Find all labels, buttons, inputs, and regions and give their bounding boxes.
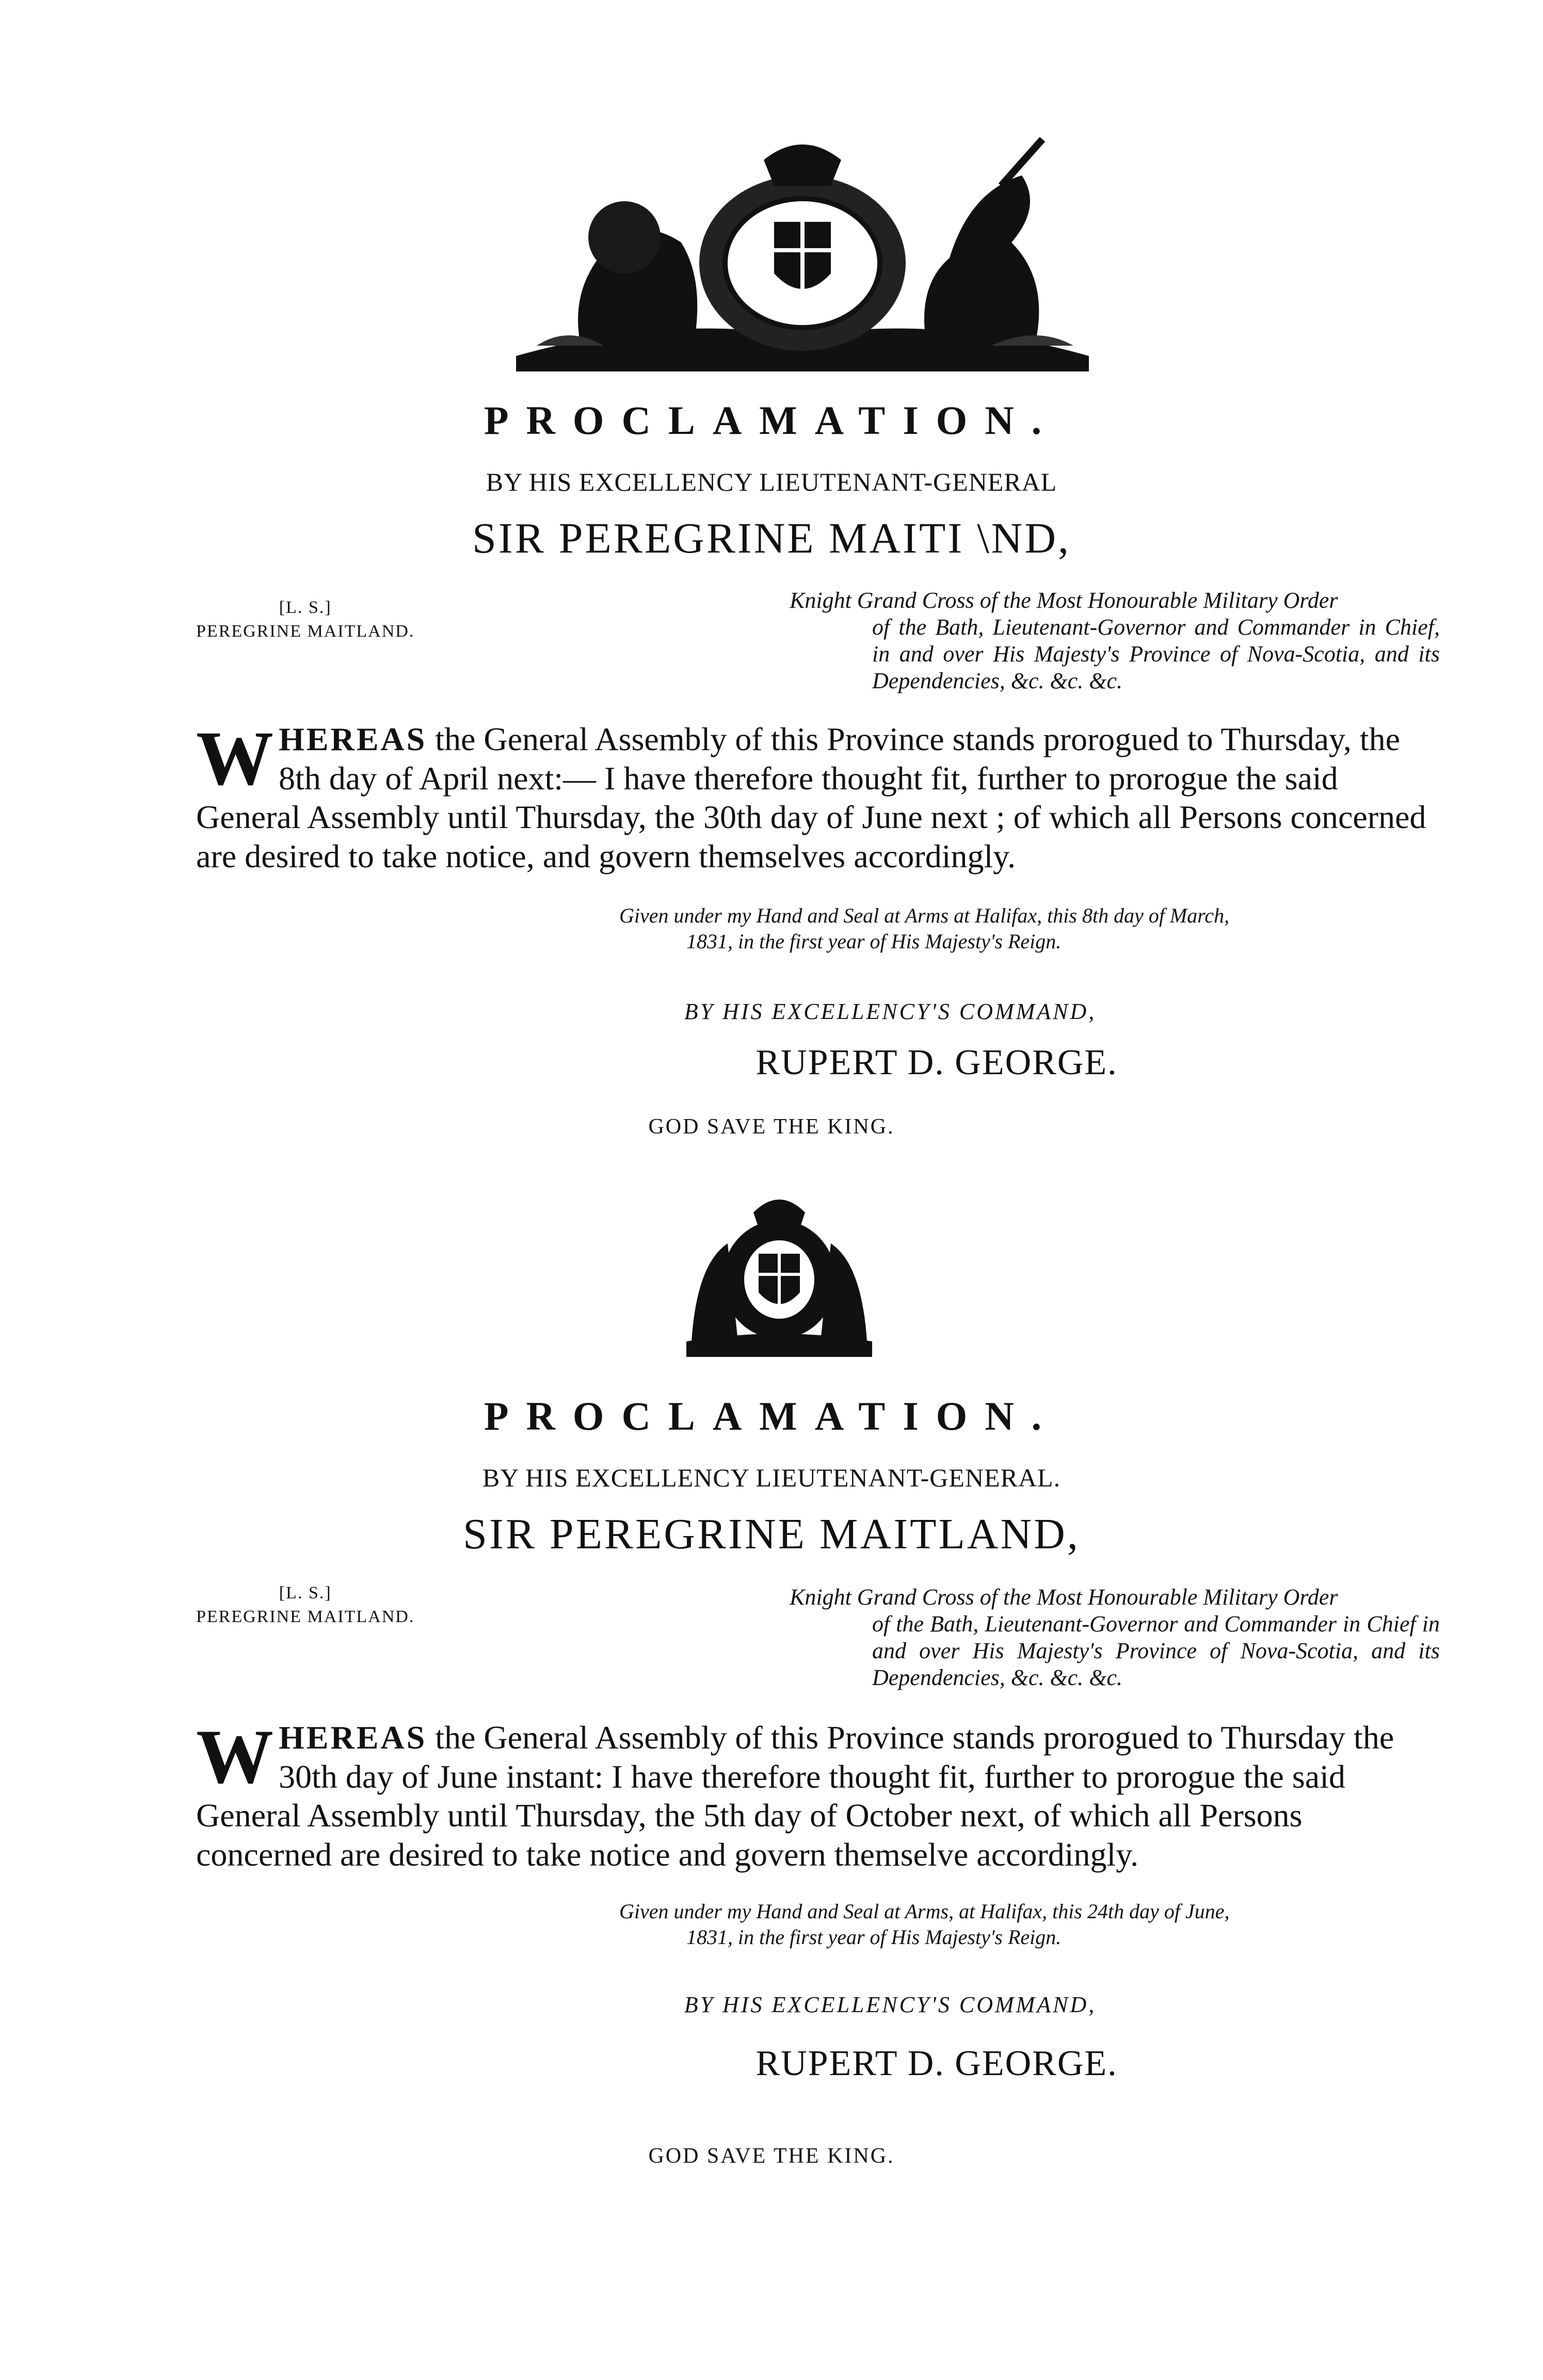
proclamation-title: PROCLAMATION.: [484, 398, 1059, 443]
titles-line-1: Knight Grand Cross of the Most Honourable Military Order: [790, 1584, 1338, 1610]
given-line-1: Given under my Hand and Seal at Arms, at Halifax, this 24th day of June,: [619, 1900, 1230, 1923]
body-text: the General Assembly of this Province stands prorogued to Thursday, the 8th day of April next:— I have therefore thought fit, further to prorogue the said General Assembly until Thursday, the 30th day of June next ; of which all Persons concerned are desired to take notice, and govern themselves accordingly.: [196, 721, 1426, 875]
god-save-the-king: GOD SAVE THE KING.: [648, 1115, 895, 1139]
byline: BY HIS EXCELLENCY LIEUTENANT-GENERAL.: [482, 1463, 1061, 1492]
governor-titles: [790, 1584, 1440, 1691]
drop-cap: W: [196, 1714, 274, 1800]
given-under: [619, 903, 1435, 954]
governor-name: SIR PEREGRINE MAITLAND,: [463, 1510, 1080, 1558]
command-line: BY HIS EXCELLENCY'S COMMAND,: [684, 1992, 1097, 2017]
given-under: [619, 1899, 1435, 1950]
seal-block: [196, 596, 414, 643]
seal-mark: [L. S.]: [279, 598, 332, 617]
command-line: BY HIS EXCELLENCY'S COMMAND,: [684, 999, 1097, 1024]
titles-rest: of the Bath, Lieutenant-Governor and Commander in Chief in and over His Majesty's Province of Nova-Scotia, and its Dependencies, &c. &c. &c.: [872, 1611, 1440, 1690]
given-line-1: Given under my Hand and Seal at Arms at Halifax, this 8th day of March,: [619, 904, 1230, 927]
coat-of-arms-icon: [681, 1187, 877, 1357]
given-line-2: 1831, in the first year of His Majesty's Reign.: [686, 1925, 1062, 1949]
governor-name: SIR PEREGRINE MAITI \ND,: [472, 514, 1071, 562]
governor-titles: [790, 587, 1440, 694]
proclamation-title: PROCLAMATION.: [484, 1394, 1059, 1438]
byline: BY HIS EXCELLENCY LIEUTENANT-GENERAL: [486, 467, 1057, 496]
signature: RUPERT D. GEORGE.: [756, 2044, 1118, 2083]
proclamation-body: [196, 716, 1445, 876]
proclamation-body: [196, 1714, 1445, 1874]
given-line-2: 1831, in the first year of His Majesty's Reign.: [686, 930, 1062, 953]
signature: RUPERT D. GEORGE.: [756, 1043, 1118, 1082]
seal-name: PEREGRINE MAITLAND.: [196, 1607, 415, 1626]
seal-mark: [L. S.]: [279, 1583, 332, 1602]
lead-word: HEREAS: [279, 1719, 427, 1756]
titles-line-1: Knight Grand Cross of the Most Honourable Military Order: [790, 588, 1338, 613]
seal-name: PEREGRINE MAITLAND.: [196, 621, 415, 641]
seal-block: [196, 1581, 414, 1629]
royal-arms-icon: [506, 129, 1099, 371]
titles-rest: of the Bath, Lieutenant-Governor and Commander in Chief, in and over His Majesty's Province of Nova-Scotia, and its Dependencies, &c. &c. &c.: [872, 614, 1440, 693]
god-save-the-king: GOD SAVE THE KING.: [648, 2144, 895, 2168]
drop-cap: W: [196, 716, 274, 801]
body-text: the General Assembly of this Province stands prorogued to Thursday the 30th day of June instant: I have therefore thought fit, further to prorogue the said General Assembly until Thursday, the 5th day of October next, of which all Persons concerned are desired to take notice and govern themselve accordingly.: [196, 1719, 1394, 1873]
lead-word: HEREAS: [279, 721, 427, 757]
